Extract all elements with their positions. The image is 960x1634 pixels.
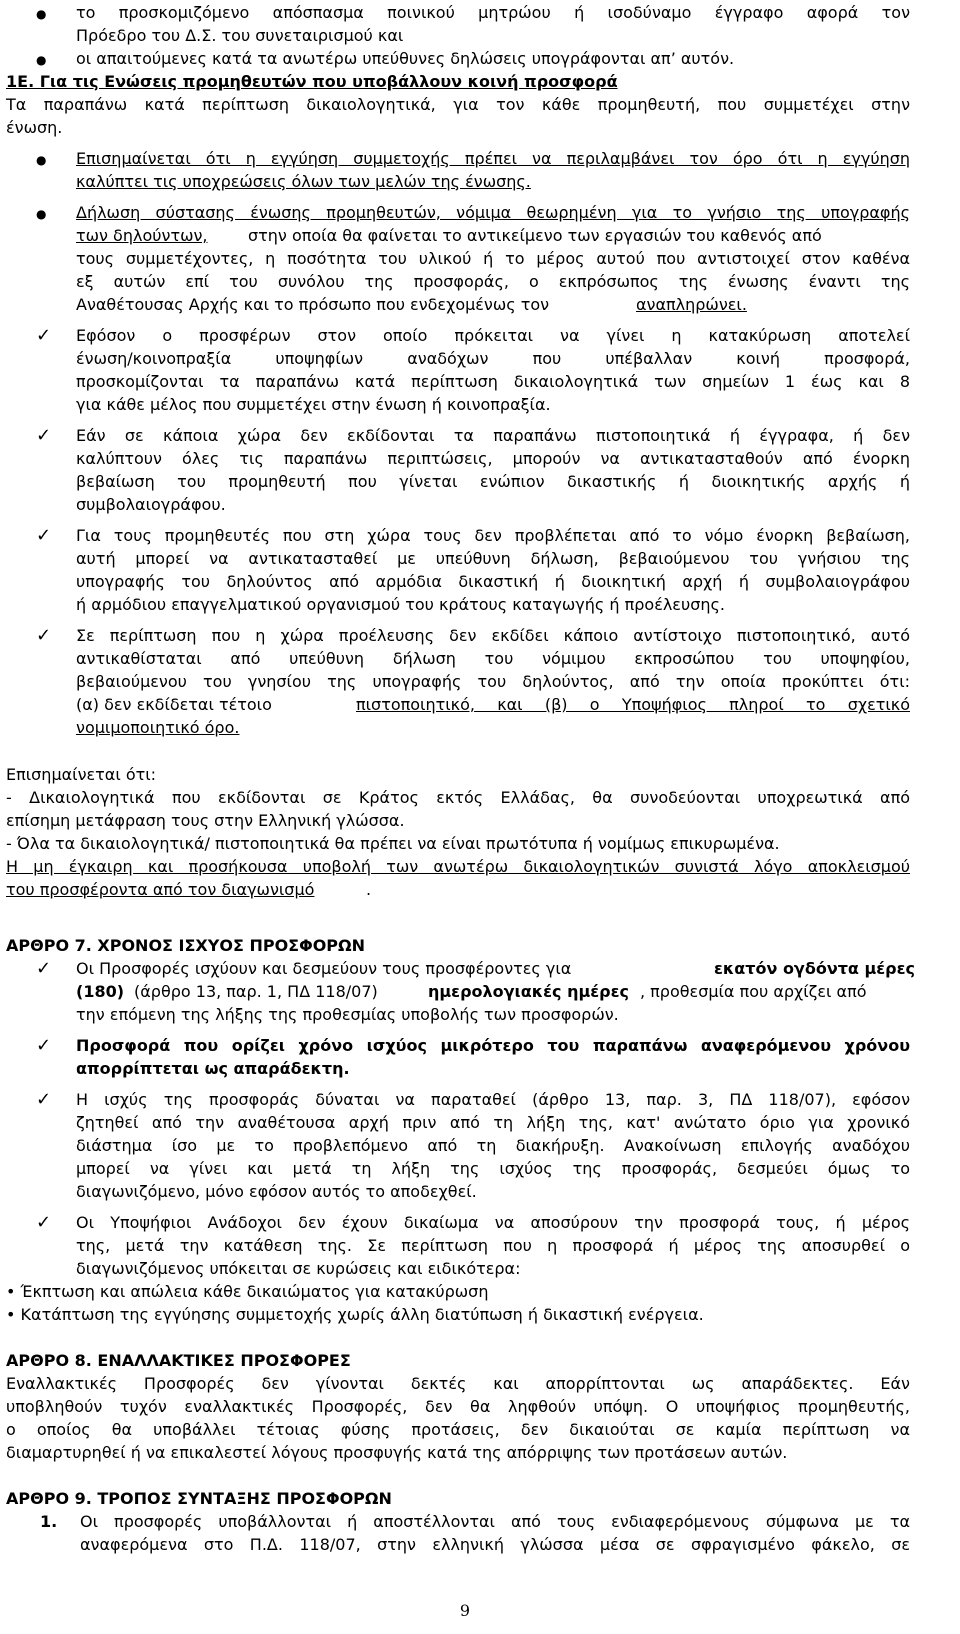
text-line: ο οποίος θα υποβάλλει τέτοιας φύσης προτάσεις, δεν δικαιούται σε καμία περίπτωση να [6,1420,910,1439]
text-line: διαμαρτυρηθεί ή να επικαλεστεί λόγους προσφυγής κατά της απόρριψης των προτάσεων αυτών. [6,1443,788,1462]
bullet-dot-icon [36,48,46,71]
text-line: πιστοποιητικό, και (β) ο Υποψήφιος πληροί το σχετικό [356,695,910,714]
text-line: Για τους προμηθευτές που στη χώρα τους δεν προβλέπεται από το νόμο ένορκη βεβαίωση, [76,526,910,545]
article-heading: ΑΡΘΡΟ 9. ΤΡΟΠΟΣ ΣΥΝΤΑΞΗΣ ΠΡΟΣΦΟΡΩΝ [6,1489,392,1508]
text-line: αυτή μπορεί να αντικατασταθεί με υπεύθυνη δήλωση, βεβαιούμενου του γνήσιου της [76,549,910,568]
text-line: Οι Προσφορές ισχύουν και δεσμεύουν τους προσφέροντες για [76,959,572,978]
text-line: τους συμμετέχοντες, η ποσότητα του υλικού ή το μέρος αυτού που αντιστοιχεί στον καθένα [76,249,910,268]
text-line: αναπληρώνει. [636,295,747,314]
text-line: του προσφέροντα από τον διαγωνισμό [6,880,315,899]
text-line: προσκομίζονται τα παραπάνω κατά περίπτωση δικαιολογητικά των σημείων 1 έως και 8 [76,372,910,391]
bullet-dot-icon [36,2,46,25]
text-line: υποβληθούν τυχόν εναλλακτικές Προσφορές, δεν θα ληφθούν υπόψη. Ο υποψήφιος προμηθευτής, [6,1397,910,1416]
text-line: • Κατάπτωση της εγγύησης συμμετοχής χωρίς άλλη διατύπωση ή δικαστική ενέργεια. [6,1305,704,1324]
text-line: Εναλλακτικές Προσφορές δεν γίνονται δεκτές και απορρίπτονται ως απαράδεκτες. Εάν [6,1374,910,1393]
text-line: , προθεσμία που αρχίζει από [640,982,867,1001]
text-line: καλύπτουν όλες τις παραπάνω περιπτώσεις, μπορούν να αντικατασταθούν από ένορκη [76,449,910,468]
text-line: ένωση/κοινοπραξία υποψηφίων αναδόχων που υπέβαλλαν κοινή προσφορά, [76,349,910,368]
checkmark-icon: ✓ [36,525,52,546]
text-line: υπογραφής του δηλούντος από αρμόδια δικαστική ή διοικητική αρχή ή συμβολαιογράφου [76,572,910,591]
text-line: ημερολογιακές ημέρες [428,982,629,1001]
text-line: αναφερόμενα στο Π.Δ. 118/07, στην ελληνική γλώσσα μέσα σε σφραγισμένο φάκελο, σε [80,1535,910,1554]
text-line: διαγωνιζόμενος υπόκειται σε κυρώσεις και ειδικότερα: [76,1259,521,1278]
checkmark-icon: ✓ [36,1035,52,1056]
text-line: νομιμοποιητικό όρο. [76,718,240,737]
text-line: - Δικαιολογητικά που εκδίδονται σε Κράτος εκτός Ελλάδας, θα συνοδεύονται υποχρεωτικά από [6,788,910,807]
text-line: των δηλούντων, [76,226,208,245]
text-line: αντικαθίσταται από υπεύθυνη δήλωση του νόμιμου εκπροσώπου του υποψηφίου, [76,649,910,668]
text-line: Οι προσφορές υποβάλλονται ή αποστέλλονται από τους ενδιαφερόμενους σύμφωνα με τα [80,1512,910,1531]
text-line: Εάν σε κάποια χώρα δεν εκδίδονται τα παραπάνω πιστοποιητικά ή έγγραφα, ή δεν [76,426,910,445]
text-line: συμβολαιογράφου. [76,495,226,514]
text-line: Επισημαίνεται ότι: [6,765,157,784]
text-line: της, μετά την κατάθεση της. Σε περίπτωση που η προσφορά ή μέρος της αποσυρθεί ο [76,1236,910,1255]
text-line: εκατόν ογδόντα μέρες [714,959,916,978]
text-line: επίσημη μετάφραση τους στην Ελληνική γλώσσα. [6,811,405,830]
text-line: ένωση. [6,118,63,137]
bullet-dot-icon [36,202,46,225]
text-line: στην οποία θα φαίνεται το αντικείμενο των εργασιών του καθενός από [248,226,822,245]
text-line: • Έκπτωση και απώλεια κάθε δικαιώματος για κατακύρωση [6,1282,489,1301]
text-line: Οι Υποψήφιοι Ανάδοχοι δεν έχουν δικαίωμα να αποσύρουν την προσφορά τους, ή μέρος [76,1213,910,1232]
text-line: Η ισχύς της προσφοράς δύναται να παραταθεί (άρθρο 13, παρ. 3, ΠΔ 118/07), εφόσον [76,1090,910,1109]
text-line: Προσφορά που ορίζει χρόνο ισχύος μικρότερο του παραπάνω αναφερόμενου χρόνου [76,1036,910,1055]
text-line: διάστημα ίσο με το προβλεπόμενο από τη διακήρυξη. Ανακοίνωση επιλογής αναδόχου [76,1136,910,1155]
checkmark-icon: ✓ [36,1212,52,1233]
text-line: Η μη έγκαιρη και προσήκουσα υποβολή των ανωτέρω δικαιολογητικών συνιστά λόγο αποκλεισμού [6,857,910,876]
text-line: διαγωνιζόμενο, μόνο εφόσον αυτός το αποδεχθεί. [76,1182,477,1201]
text-line: Επισημαίνεται ότι η εγγύηση συμμετοχής πρέπει να περιλαμβάνει τον όρο ότι η εγγύηση [76,149,910,168]
text-line: εξ αυτών επί του συνόλου της προσφοράς, ο εκπρόσωπος της ένωσης έναντι της [76,272,910,291]
bullet-dot-icon [36,148,46,171]
checkmark-icon: ✓ [36,958,52,979]
text-line: (α) δεν εκδίδεται τέτοιο [76,695,272,714]
text-line: - Όλα τα δικαιολογητικά/ πιστοποιητικά θα πρέπει να είναι πρωτότυπα ή νομίμως επικυρωμένα. [6,834,780,853]
checkmark-icon: ✓ [36,325,52,346]
text-line: οι απαιτούμενες κατά τα ανωτέρω υπεύθυνες δηλώσεις υπογράφονται απ’ αυτόν. [76,49,735,68]
text-line: (άρθρο 13, παρ. 1, ΠΔ 118/07) [134,982,378,1001]
text-line: Πρόεδρο του Δ.Σ. του συνεταιρισμού και [76,26,404,45]
page-number: 9 [459,1601,471,1620]
text-line: Αναθέτουσας Αρχής και το πρόσωπο που ενδεχομένως τον [76,295,550,314]
text-line: για κάθε μέλος που συμμετέχει στην ένωση ή κοινοπραξία. [76,395,551,414]
checkmark-icon: ✓ [36,425,52,446]
list-number: 1. [40,1512,58,1531]
text-line: το προσκομιζόμενο απόσπασμα ποινικού μητρώου ή ισοδύναμο έγγραφο αφορά τον [76,3,910,22]
text-line: ή αρμόδιου επαγγελματικού οργανισμού του κράτους καταγωγής ή προέλευσης. [76,595,725,614]
text-line: Σε περίπτωση που η χώρα προέλευσης δεν εκδίδει κάποιο αντίστοιχο πιστοποιητικό, αυτό [76,626,910,645]
text-line: βεβαιούμενου του γνησίου της υπογραφής του δηλούντος, από την οποία προκύπτει ότι: [76,672,910,691]
text-line: βεβαίωση του προμηθευτή που γίνεται ενώπιον δικαστικής ή διοικητικής αρχής ή [76,472,910,491]
text-line: απορρίπτεται ως απαράδεκτη. [76,1059,350,1078]
article-heading: ΑΡΘΡΟ 7. ΧΡΟΝΟΣ ΙΣΧΥΟΣ ΠΡΟΣΦΟΡΩΝ [6,936,366,955]
text-line: Δήλωση σύστασης ένωσης προμηθευτών, νόμιμα θεωρημένη για το γνήσιο της υπογραφής [76,203,910,222]
text-line: Τα παραπάνω κατά περίπτωση δικαιολογητικά, για τον κάθε προμηθευτή, που συμμετέχει στην [6,95,910,114]
text-line: την επόμενη της λήξης της προθεσμίας υποβολής των προσφορών. [76,1005,619,1024]
text-line: . [366,880,372,899]
text-line: (180) [76,982,125,1001]
text-line: ζητηθεί από την αναθέτουσα αρχή πριν από τη λήξη της, κατ' ανώτατο όριο για χρονικό [76,1113,910,1132]
text-line: καλύπτει τις υποχρεώσεις όλων των μελών της ένωσης. [76,172,531,191]
text-line: Εφόσον ο προσφέρων στον οποίο πρόκειται να γίνει η κατακύρωση αποτελεί [76,326,910,345]
text-line: μπορεί να γίνει και μετά τη λήξη της ισχύος της προσφοράς, δεσμεύει όμως το [76,1159,910,1178]
article-heading: ΑΡΘΡΟ 8. ΕΝΑΛΛΑΚΤΙΚΕΣ ΠΡΟΣΦΟΡΕΣ [6,1351,351,1370]
checkmark-icon: ✓ [36,625,52,646]
checkmark-icon: ✓ [36,1089,52,1110]
section-heading: 1Ε. Για τις Ενώσεις προμηθευτών που υποβάλλουν κοινή προσφορά [6,72,618,91]
